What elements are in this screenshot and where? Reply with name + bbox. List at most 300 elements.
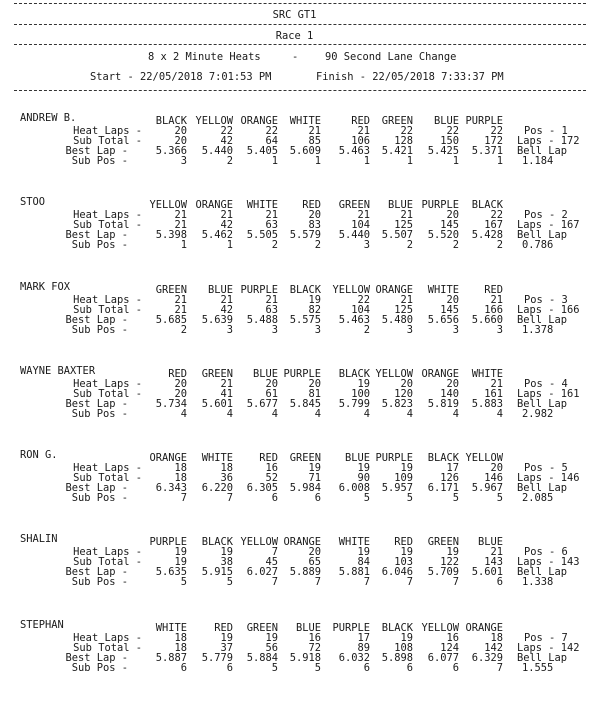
heat-laps-value: 7 (271, 546, 278, 558)
heat-laps-value: 21 (490, 546, 503, 558)
sub-pos-value: 7 (314, 576, 321, 588)
heat-laps-value: 17 (357, 632, 370, 644)
bell-lap-value: 1.378 (522, 324, 554, 336)
lane-color-header: WHITE (338, 536, 370, 548)
heat-laps-value: 19 (357, 378, 370, 390)
best-lap-value: 5.575 (289, 314, 321, 326)
total-laps: Laps - 161 (517, 388, 580, 400)
sub-total-value: 61 (265, 388, 278, 400)
sub-pos-value: 3 (363, 239, 370, 251)
divider (14, 90, 586, 91)
driver-name: ANDREW B. (20, 112, 77, 124)
best-lap-value: 5.405 (246, 145, 278, 157)
heat-laps-value: 20 (490, 462, 503, 474)
sub-total-label: Sub Total - (73, 642, 142, 654)
best-lap-value: 5.440 (201, 145, 233, 157)
sub-total-label: Sub Total - (73, 219, 142, 231)
best-lap-value: 5.366 (155, 145, 187, 157)
sub-total-value: 108 (394, 642, 413, 654)
sub-total-value: 37 (220, 642, 233, 654)
divider (14, 3, 586, 4)
sub-total-label: Sub Total - (73, 304, 142, 316)
sub-total-value: 125 (394, 304, 413, 316)
heat-laps-value: 18 (174, 462, 187, 474)
sub-total-value: 64 (265, 135, 278, 147)
best-lap-value: 5.398 (155, 229, 187, 241)
heat-laps-value: 20 (174, 125, 187, 137)
heat-laps-value: 22 (400, 125, 413, 137)
heat-laps-value: 17 (446, 462, 459, 474)
bell-lap-value: 1.338 (522, 576, 554, 588)
sub-pos-value: 4 (314, 408, 321, 420)
final-position: Pos - 4 (524, 378, 568, 390)
heat-laps-value: 19 (308, 294, 321, 306)
total-laps: Laps - 172 (517, 135, 580, 147)
best-lap-value: 6.305 (246, 482, 278, 494)
sub-pos-value: 1 (363, 155, 370, 167)
best-lap-value: 5.425 (427, 145, 459, 157)
best-lap-value: 5.967 (471, 482, 503, 494)
best-lap-value: 5.957 (381, 482, 413, 494)
sub-total-value: 56 (265, 642, 278, 654)
heat-laps-value: 18 (490, 632, 503, 644)
heat-laps-value: 21 (490, 294, 503, 306)
lane-color-header: RED (484, 284, 503, 296)
sub-total-value: 106 (351, 135, 370, 147)
driver-name: WAYNE BAXTER (20, 365, 96, 377)
heat-laps-value: 16 (265, 462, 278, 474)
sub-total-value: 122 (440, 556, 459, 568)
best-lap-value: 5.488 (246, 314, 278, 326)
heat-laps-value: 20 (446, 209, 459, 221)
heat-laps-label: Heat Laps - (73, 462, 142, 474)
lane-color-header: BLUE (207, 284, 233, 296)
heat-laps-value: 20 (265, 378, 278, 390)
lane-color-header: BLACK (201, 536, 233, 548)
lane-color-header: GREEN (381, 115, 413, 127)
best-lap-value: 6.027 (246, 566, 278, 578)
heat-laps-label: Heat Laps - (73, 125, 142, 137)
lane-color-header: GREEN (338, 199, 370, 211)
lane-color-header: BLACK (427, 452, 459, 464)
sub-pos-value: 2 (452, 239, 459, 251)
bell-lap-label: Bell Lap (517, 145, 568, 157)
lane-color-header: RED (259, 452, 278, 464)
best-lap-value: 5.734 (155, 398, 187, 410)
final-position: Pos - 1 (524, 125, 568, 137)
heat-laps-value: 16 (446, 632, 459, 644)
best-lap-value: 5.639 (201, 314, 233, 326)
heat-laps-label: Heat Laps - (73, 632, 142, 644)
lane-color-header: BLACK (338, 368, 370, 380)
final-position: Pos - 3 (524, 294, 568, 306)
lane-color-header: WHITE (289, 115, 321, 127)
heat-laps-value: 18 (220, 462, 233, 474)
sub-total-value: 19 (174, 556, 187, 568)
bell-lap-label: Bell Lap (517, 398, 568, 410)
sub-pos-label: Sub Pos - (71, 155, 128, 167)
sub-total-value: 38 (220, 556, 233, 568)
heat-laps-label: Heat Laps - (73, 546, 142, 558)
best-lap-value: 5.601 (471, 566, 503, 578)
best-lap-value: 5.677 (246, 398, 278, 410)
bell-lap-value: 1.184 (522, 155, 554, 167)
bell-lap-value: 2.085 (522, 492, 554, 504)
sub-total-value: 20 (174, 388, 187, 400)
sub-pos-value: 7 (180, 492, 187, 504)
heat-laps-value: 20 (446, 378, 459, 390)
sub-pos-value: 2 (271, 239, 278, 251)
best-lap-value: 5.823 (381, 398, 413, 410)
heat-laps-value: 19 (357, 546, 370, 558)
best-lap-label: Best Lap - (65, 314, 128, 326)
best-lap-value: 6.171 (427, 482, 459, 494)
heat-laps-value: 21 (357, 125, 370, 137)
heat-laps-value: 19 (400, 546, 413, 558)
best-lap-value: 5.428 (471, 229, 503, 241)
sub-total-label: Sub Total - (73, 472, 142, 484)
sub-total-value: 89 (357, 642, 370, 654)
lane-color-header: RED (351, 115, 370, 127)
total-laps: Laps - 167 (517, 219, 580, 231)
lane-color-header: BLACK (155, 115, 187, 127)
lane-color-header: BLACK (471, 199, 503, 211)
sub-total-label: Sub Total - (73, 135, 142, 147)
heat-laps-value: 19 (220, 632, 233, 644)
heat-laps-value: 20 (308, 546, 321, 558)
sub-pos-value: 3 (452, 324, 459, 336)
lane-color-header: BLUE (477, 536, 503, 548)
driver-name: RON G. (20, 449, 58, 461)
best-lap-value: 5.520 (427, 229, 459, 241)
heat-laps-value: 19 (308, 462, 321, 474)
driver-block (0, 366, 589, 452)
sub-pos-value: 1 (452, 155, 459, 167)
heat-laps-value: 21 (265, 209, 278, 221)
sub-total-value: 42 (220, 304, 233, 316)
lane-color-header: PURPLE (375, 452, 413, 464)
sub-total-value: 18 (174, 642, 187, 654)
sub-total-value: 85 (308, 135, 321, 147)
sub-total-value: 90 (357, 472, 370, 484)
lane-color-header: WHITE (155, 622, 187, 634)
best-lap-value: 5.480 (381, 314, 413, 326)
sub-pos-value: 5 (452, 492, 459, 504)
lane-color-header: PURPLE (465, 115, 503, 127)
final-position: Pos - 5 (524, 462, 568, 474)
lane-color-header: PURPLE (283, 368, 321, 380)
sub-pos-value: 4 (452, 408, 459, 420)
heat-laps-value: 20 (400, 378, 413, 390)
best-lap-value: 5.462 (201, 229, 233, 241)
heat-laps-value: 21 (174, 209, 187, 221)
best-lap-label: Best Lap - (65, 145, 128, 157)
bell-lap-label: Bell Lap (517, 314, 568, 326)
bell-lap-value: 2.982 (522, 408, 554, 420)
heat-laps-value: 21 (357, 209, 370, 221)
sub-pos-value: 1 (314, 155, 321, 167)
driver-block (0, 534, 589, 620)
heat-laps-value: 19 (446, 546, 459, 558)
lane-color-header: RED (168, 368, 187, 380)
sub-pos-value: 5 (363, 492, 370, 504)
lane-color-header: WHITE (246, 199, 278, 211)
heat-laps-value: 22 (446, 125, 459, 137)
lane-color-header: WHITE (201, 452, 233, 464)
sub-pos-label: Sub Pos - (71, 576, 128, 588)
heat-laps-label: Heat Laps - (73, 294, 142, 306)
sub-pos-value: 2 (314, 239, 321, 251)
total-laps: Laps - 166 (517, 304, 580, 316)
best-lap-value: 5.799 (338, 398, 370, 410)
lane-color-header: YELLOW (195, 115, 233, 127)
sub-pos-value: 7 (226, 492, 233, 504)
total-laps: Laps - 143 (517, 556, 580, 568)
sub-total-value: 150 (440, 135, 459, 147)
sub-total-value: 63 (265, 219, 278, 231)
finish-time: Finish - 22/05/2018 7:33:37 PM (316, 71, 504, 83)
sub-total-value: 41 (220, 388, 233, 400)
best-lap-value: 6.077 (427, 652, 459, 664)
sub-pos-value: 5 (314, 662, 321, 674)
heat-laps-value: 20 (174, 378, 187, 390)
sub-pos-value: 5 (226, 576, 233, 588)
sub-pos-value: 3 (226, 324, 233, 336)
lane-color-header: PURPLE (240, 284, 278, 296)
lane-color-header: GREEN (427, 536, 459, 548)
sub-total-value: 65 (308, 556, 321, 568)
best-lap-value: 5.887 (155, 652, 187, 664)
start-time: Start - 22/05/2018 7:01:53 PM (90, 71, 272, 83)
race-title: Race 1 (275, 30, 314, 42)
best-lap-value: 5.463 (338, 145, 370, 157)
best-lap-value: 5.984 (289, 482, 321, 494)
divider (14, 24, 586, 25)
sub-total-value: 161 (484, 388, 503, 400)
lane-color-header: ORANGE (240, 115, 278, 127)
sub-pos-value: 6 (180, 662, 187, 674)
best-lap-value: 5.421 (381, 145, 413, 157)
sub-pos-value: 5 (271, 662, 278, 674)
sub-total-value: 18 (174, 472, 187, 484)
sub-pos-value: 5 (496, 492, 503, 504)
driver-name: STEPHAN (20, 619, 64, 631)
sub-pos-value: 3 (406, 324, 413, 336)
driver-name: SHALIN (20, 533, 58, 545)
final-position: Pos - 7 (524, 632, 568, 644)
heat-laps-value: 21 (400, 209, 413, 221)
best-lap-value: 5.685 (155, 314, 187, 326)
sub-pos-value: 4 (496, 408, 503, 420)
heat-laps-value: 21 (220, 209, 233, 221)
sub-total-value: 120 (394, 388, 413, 400)
sub-total-label: Sub Total - (73, 388, 142, 400)
bell-lap-label: Bell Lap (517, 652, 568, 664)
sub-pos-value: 2 (406, 239, 413, 251)
sub-pos-value: 4 (180, 408, 187, 420)
lane-color-header: RED (394, 536, 413, 548)
final-position: Pos - 2 (524, 209, 568, 221)
best-lap-value: 5.609 (289, 145, 321, 157)
best-lap-value: 5.918 (289, 652, 321, 664)
lane-color-header: BLUE (252, 368, 278, 380)
sub-total-value: 20 (174, 135, 187, 147)
heat-laps-value: 21 (265, 294, 278, 306)
sub-total-value: 82 (308, 304, 321, 316)
heat-laps-value: 16 (308, 632, 321, 644)
lane-color-header: PURPLE (149, 536, 187, 548)
sub-pos-value: 6 (271, 492, 278, 504)
sub-total-value: 100 (351, 388, 370, 400)
best-lap-value: 6.329 (471, 652, 503, 664)
best-lap-value: 5.440 (338, 229, 370, 241)
heat-laps-value: 21 (308, 125, 321, 137)
lane-color-header: ORANGE (283, 536, 321, 548)
sub-total-value: 81 (308, 388, 321, 400)
sub-pos-value: 2 (180, 324, 187, 336)
best-lap-value: 5.881 (338, 566, 370, 578)
sub-total-value: 103 (394, 556, 413, 568)
sub-pos-value: 7 (406, 576, 413, 588)
heat-laps-value: 21 (220, 294, 233, 306)
sub-pos-value: 7 (452, 576, 459, 588)
sub-total-value: 21 (174, 219, 187, 231)
best-lap-value: 5.884 (246, 652, 278, 664)
sub-pos-value: 1 (226, 239, 233, 251)
best-lap-value: 5.779 (201, 652, 233, 664)
sub-total-value: 140 (440, 388, 459, 400)
lane-color-header: RED (214, 622, 233, 634)
heat-laps-value: 22 (357, 294, 370, 306)
sub-pos-label: Sub Pos - (71, 239, 128, 251)
best-lap-value: 5.845 (289, 398, 321, 410)
heat-laps-value: 20 (446, 294, 459, 306)
sub-pos-value: 5 (180, 576, 187, 588)
heat-laps-value: 22 (490, 209, 503, 221)
sub-total-value: 84 (357, 556, 370, 568)
sub-pos-value: 2 (226, 155, 233, 167)
heat-laps-value: 19 (174, 546, 187, 558)
lane-change: 90 Second Lane Change (325, 51, 457, 63)
heat-laps-value: 18 (174, 632, 187, 644)
sub-total-value: 125 (394, 219, 413, 231)
sub-pos-value: 4 (271, 408, 278, 420)
sub-total-value: 45 (265, 556, 278, 568)
sub-pos-value: 6 (363, 662, 370, 674)
bell-lap-label: Bell Lap (517, 482, 568, 494)
best-lap-label: Best Lap - (65, 482, 128, 494)
sub-pos-value: 7 (496, 662, 503, 674)
sub-total-value: 109 (394, 472, 413, 484)
heat-laps-value: 21 (174, 294, 187, 306)
sub-pos-value: 4 (363, 408, 370, 420)
sub-pos-label: Sub Pos - (71, 492, 128, 504)
sub-pos-label: Sub Pos - (71, 662, 128, 674)
bell-lap-value: 1.555 (522, 662, 554, 674)
sub-total-value: 83 (308, 219, 321, 231)
lane-color-header: GREEN (155, 284, 187, 296)
sub-pos-value: 1 (496, 155, 503, 167)
lane-color-header: ORANGE (375, 284, 413, 296)
best-lap-value: 5.656 (427, 314, 459, 326)
sub-total-value: 21 (174, 304, 187, 316)
sub-pos-value: 6 (314, 492, 321, 504)
sub-pos-value: 6 (452, 662, 459, 674)
heat-laps-value: 21 (400, 294, 413, 306)
best-lap-value: 5.507 (381, 229, 413, 241)
best-lap-value: 6.220 (201, 482, 233, 494)
heat-laps-value: 22 (490, 125, 503, 137)
best-lap-label: Best Lap - (65, 398, 128, 410)
heat-laps-label: Heat Laps - (73, 378, 142, 390)
sub-pos-value: 5 (406, 492, 413, 504)
lane-color-header: GREEN (246, 622, 278, 634)
best-lap-value: 5.709 (427, 566, 459, 578)
sub-total-value: 42 (220, 135, 233, 147)
sub-pos-value: 4 (226, 408, 233, 420)
sub-total-value: 172 (484, 135, 503, 147)
lane-color-header: GREEN (201, 368, 233, 380)
heat-laps-value: 22 (265, 125, 278, 137)
best-lap-value: 6.343 (155, 482, 187, 494)
heat-laps-value: 19 (220, 546, 233, 558)
lane-color-header: YELLOW (421, 622, 459, 634)
sub-pos-value: 2 (363, 324, 370, 336)
lane-color-header: BLUE (344, 452, 370, 464)
best-lap-value: 6.032 (338, 652, 370, 664)
sub-total-value: 128 (394, 135, 413, 147)
sub-total-value: 143 (484, 556, 503, 568)
heat-laps-value: 19 (400, 632, 413, 644)
race-format: 8 x 2 Minute Heats (148, 51, 261, 63)
heat-laps-value: 20 (308, 209, 321, 221)
sub-total-value: 124 (440, 642, 459, 654)
lane-color-header: BLUE (433, 115, 459, 127)
lane-color-header: ORANGE (465, 622, 503, 634)
divider (14, 44, 586, 45)
lane-color-header: ORANGE (421, 368, 459, 380)
sub-total-value: 42 (220, 219, 233, 231)
sub-total-label: Sub Total - (73, 556, 142, 568)
heat-laps-value: 19 (400, 462, 413, 474)
best-lap-value: 5.505 (246, 229, 278, 241)
driver-block (0, 450, 589, 536)
driver-name: STOO (20, 196, 46, 208)
sub-total-value: 145 (440, 219, 459, 231)
sub-total-value: 126 (440, 472, 459, 484)
lane-color-header: ORANGE (195, 199, 233, 211)
best-lap-value: 5.819 (427, 398, 459, 410)
best-lap-value: 5.898 (381, 652, 413, 664)
sub-pos-label: Sub Pos - (71, 324, 128, 336)
sub-pos-label: Sub Pos - (71, 408, 128, 420)
lane-color-header: WHITE (427, 284, 459, 296)
lane-color-header: BLUE (295, 622, 321, 634)
sub-pos-value: 1 (180, 239, 187, 251)
bell-lap-label: Bell Lap (517, 566, 568, 578)
heat-laps-value: 22 (220, 125, 233, 137)
sub-total-value: 104 (351, 304, 370, 316)
heat-laps-label: Heat Laps - (73, 209, 142, 221)
sub-pos-value: 3 (314, 324, 321, 336)
best-lap-value: 6.008 (338, 482, 370, 494)
heat-laps-value: 21 (490, 378, 503, 390)
sub-pos-value: 3 (496, 324, 503, 336)
sub-pos-value: 6 (496, 576, 503, 588)
best-lap-label: Best Lap - (65, 652, 128, 664)
sub-total-value: 71 (308, 472, 321, 484)
lane-color-header: YELLOW (149, 199, 187, 211)
